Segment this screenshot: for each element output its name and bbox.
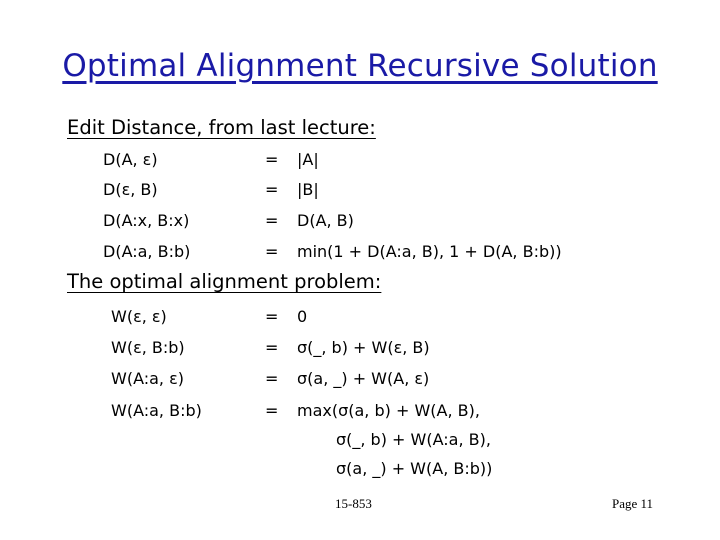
equation-rhs: σ(a, _) + W(A, ε) bbox=[297, 369, 430, 388]
equation-rhs: |B| bbox=[297, 180, 319, 199]
equation-continuation-line: σ(a, _) + W(A, B:b)) bbox=[336, 459, 493, 478]
equation-lhs: W(A:a, ε) bbox=[111, 369, 184, 388]
equals-sign: = bbox=[265, 338, 279, 357]
section-heading-alignment: The optimal alignment problem: bbox=[67, 270, 382, 293]
equation-lhs: W(ε, B:b) bbox=[111, 338, 185, 357]
equals-sign: = bbox=[265, 401, 279, 420]
equation-lhs: D(A, ε) bbox=[103, 150, 158, 169]
equals-sign: = bbox=[265, 211, 279, 230]
slide-title: Optimal Alignment Recursive Solution bbox=[62, 48, 658, 84]
page-number: Page 11 bbox=[612, 496, 654, 511]
equation-lhs: W(ε, ε) bbox=[111, 307, 167, 326]
equation-rhs: D(A, B) bbox=[297, 211, 354, 230]
equals-sign: = bbox=[265, 242, 279, 261]
equals-sign: = bbox=[265, 307, 279, 326]
equation-rhs: 0 bbox=[297, 307, 308, 326]
equation-rhs: σ(_, b) + W(ε, B) bbox=[297, 338, 430, 357]
equation-lhs: D(ε, B) bbox=[103, 180, 158, 199]
equation-continuation-line: σ(_, b) + W(A:a, B), bbox=[336, 430, 491, 449]
section-heading-edit-distance: Edit Distance, from last lecture: bbox=[67, 116, 376, 139]
equals-sign: = bbox=[265, 369, 279, 388]
equation-rhs: max(σ(a, b) + W(A, B), bbox=[297, 401, 480, 420]
equation-lhs: W(A:a, B:b) bbox=[111, 401, 202, 420]
equation-rhs: min(1 + D(A:a, B), 1 + D(A, B:b)) bbox=[297, 242, 562, 261]
equation-rhs: |A| bbox=[297, 150, 319, 169]
course-number: 15-853 bbox=[335, 496, 372, 511]
equation-lhs: D(A:x, B:x) bbox=[103, 211, 190, 230]
equation-lhs: D(A:a, B:b) bbox=[103, 242, 191, 261]
equals-sign: = bbox=[265, 180, 279, 199]
equals-sign: = bbox=[265, 150, 279, 169]
